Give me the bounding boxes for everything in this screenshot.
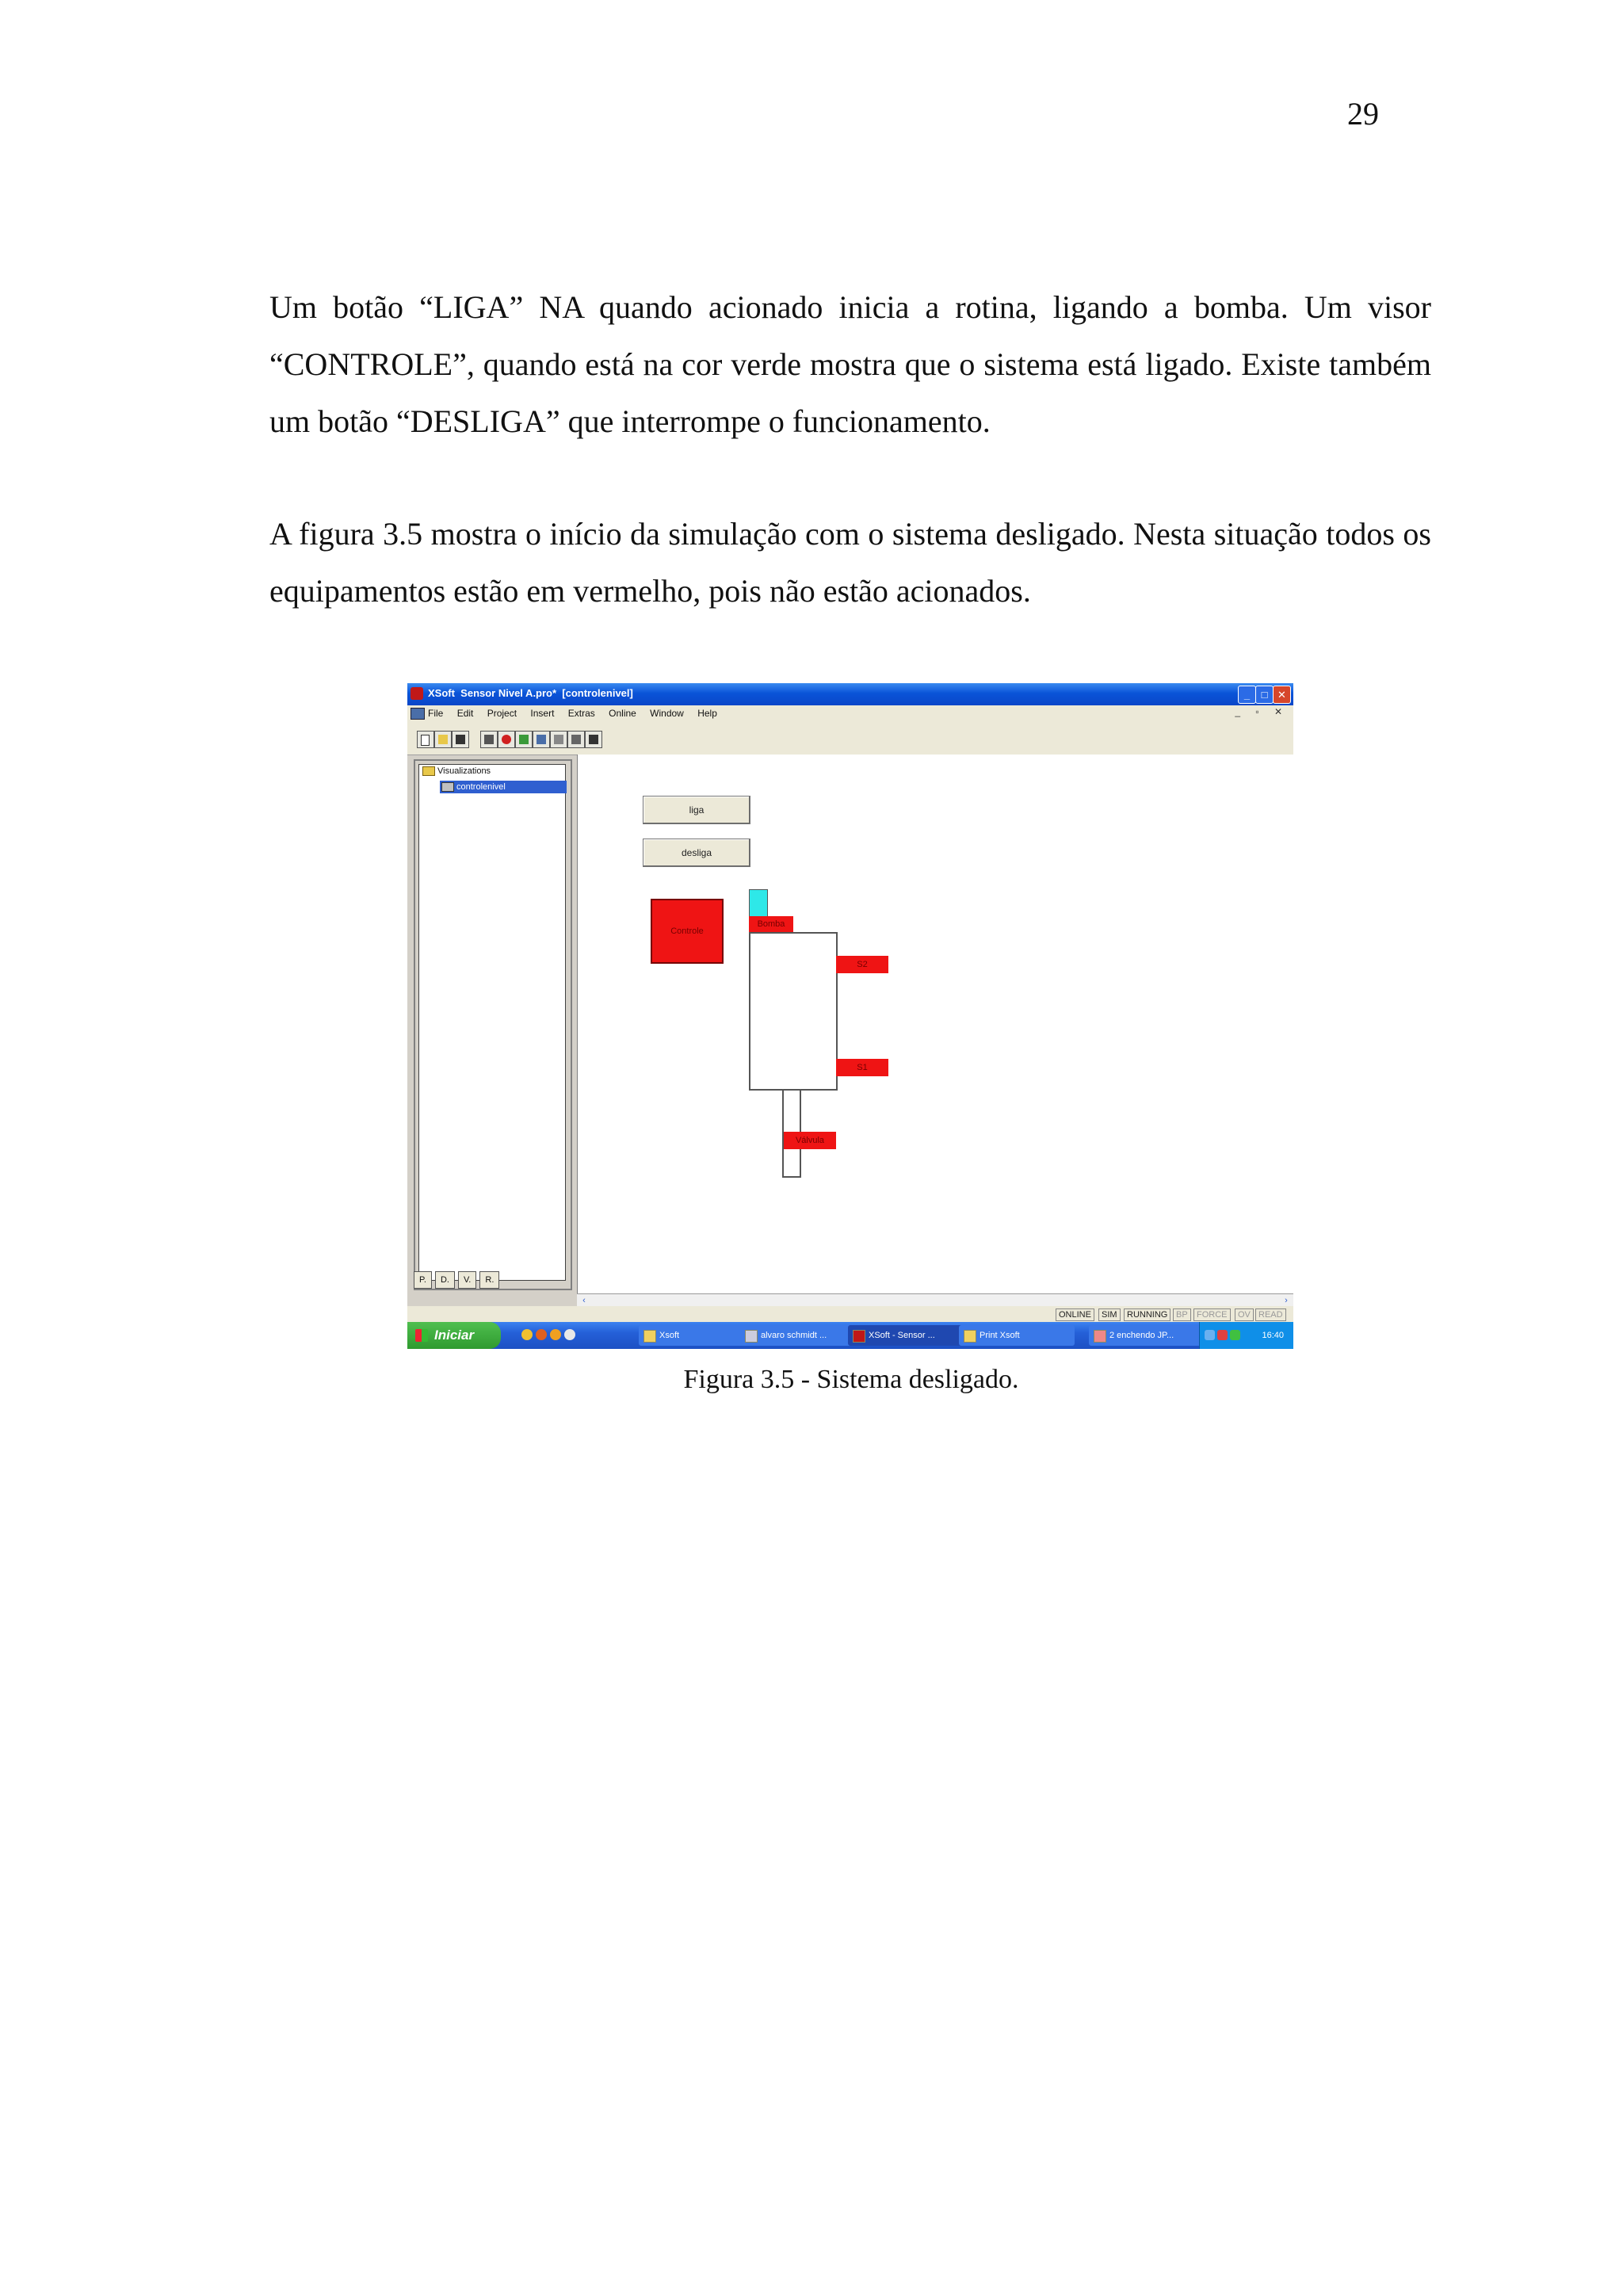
menu-file[interactable]: File: [428, 708, 444, 719]
desliga-button[interactable]: desliga: [643, 839, 750, 867]
mdi-window-controls[interactable]: _ ▫ ✕: [1235, 706, 1289, 717]
windows-taskbar: [407, 1322, 1293, 1349]
monitor-icon[interactable]: [585, 731, 602, 748]
task-print-xsoft[interactable]: Print Xsoft: [959, 1325, 1075, 1346]
valvula-indicator: Válvula: [784, 1132, 836, 1149]
status-force: FORCE: [1193, 1308, 1231, 1321]
xsoft-app-icon: [853, 1330, 865, 1343]
tab-resources[interactable]: R.: [479, 1271, 499, 1289]
document-icon[interactable]: [411, 708, 425, 720]
status-ov: OV: [1235, 1308, 1254, 1321]
menu-insert[interactable]: Insert: [530, 708, 555, 719]
page-number: 29: [1347, 96, 1379, 132]
visualization-canvas: [577, 755, 1293, 1293]
menu-project[interactable]: Project: [487, 708, 517, 719]
tray-network-icon[interactable]: [1205, 1330, 1215, 1340]
print-icon[interactable]: [567, 731, 585, 748]
new-file-icon[interactable]: [417, 731, 434, 748]
menu-help[interactable]: Help: [697, 708, 717, 719]
task-word-document[interactable]: alvaro schmidt ...: [740, 1325, 856, 1346]
word-icon: [745, 1330, 758, 1343]
save-icon[interactable]: [452, 731, 469, 748]
stop-icon[interactable]: [498, 731, 515, 748]
bomba-indicator: Bomba: [749, 916, 793, 932]
task-image-viewer[interactable]: 2 enchendo JP...: [1089, 1325, 1205, 1346]
folder-icon: [964, 1330, 976, 1343]
windows-flag-icon: [415, 1329, 428, 1342]
close-button[interactable]: ✕: [1273, 686, 1291, 704]
menu-edit[interactable]: Edit: [456, 708, 474, 719]
visualization-icon: [441, 782, 454, 792]
taskbar-clock: 16:40: [1262, 1331, 1284, 1340]
folder-icon: [643, 1330, 656, 1343]
visualization-tree: [418, 764, 566, 1281]
window-title: XSoft Sensor Nivel A.pro* [controlenivel]: [428, 687, 633, 699]
tank: [749, 932, 838, 1091]
liga-button[interactable]: liga: [643, 796, 750, 824]
task-xsoft-folder[interactable]: Xsoft: [639, 1325, 747, 1346]
compile-icon[interactable]: [480, 731, 498, 748]
paragraph-figure-intro: A figura 3.5 mostra o início da simulação com o sistema desligado. Nesta situação todos os equipamentos estão em vermelho, pois não estão acionados.: [269, 516, 1431, 609]
system-tray: [1199, 1322, 1293, 1349]
quicklaunch-firefox-icon[interactable]: [536, 1329, 547, 1340]
menu-window[interactable]: Window: [650, 708, 684, 719]
horizontal-scrollbar[interactable]: [577, 1293, 1293, 1307]
open-folder-icon[interactable]: [434, 731, 452, 748]
tab-visualizations[interactable]: V.: [458, 1271, 476, 1289]
maximize-button[interactable]: □: [1255, 686, 1274, 704]
minimize-button[interactable]: _: [1238, 686, 1256, 704]
tray-antivirus-icon[interactable]: [1230, 1330, 1240, 1340]
toolbar: [407, 721, 1293, 755]
start-button[interactable]: Iniciar: [407, 1322, 501, 1349]
quicklaunch-media-icon[interactable]: [550, 1329, 561, 1340]
online-icon[interactable]: [533, 731, 550, 748]
status-running: RUNNING: [1124, 1308, 1170, 1321]
panel-tabs: [414, 1271, 502, 1290]
inlet-pipe: [749, 889, 768, 918]
quicklaunch-ie-icon[interactable]: [521, 1329, 533, 1340]
folder-icon: [422, 766, 435, 776]
menu-extras[interactable]: Extras: [567, 708, 595, 719]
status-bar: [407, 1306, 1293, 1322]
status-bp: BP: [1173, 1308, 1191, 1321]
paragraph-buttons-description: Um botão “LIGA” NA quando acionado inicia a rotina, ligando a bomba. Um visor “CONTROLE”, quando está na cor verde mostra que o sistema está ligado. Existe também um botão “DESLIGA” que interrompe o funcionamento.: [269, 289, 1431, 439]
window-titlebar[interactable]: [407, 683, 1293, 705]
menu-online[interactable]: Online: [609, 708, 636, 719]
quicklaunch-desktop-icon[interactable]: [564, 1329, 575, 1340]
project-panel: [414, 759, 572, 1290]
xsoft-app-icon: [411, 687, 423, 700]
scroll-right-icon[interactable]: ›: [1285, 1296, 1288, 1305]
sensor-s1-indicator: S1: [836, 1059, 888, 1076]
scroll-left-icon[interactable]: ‹: [582, 1296, 586, 1305]
task-xsoft-sensor[interactable]: XSoft - Sensor ...: [848, 1325, 967, 1346]
figure-screenshot: [407, 683, 1293, 1349]
tree-item-controlenivel[interactable]: controlenivel: [440, 781, 567, 793]
tab-data-types[interactable]: D.: [435, 1271, 455, 1289]
tree-item-visualizations[interactable]: Visualizations: [422, 766, 491, 776]
controle-indicator: Controle: [651, 899, 724, 964]
status-sim: SIM: [1098, 1308, 1121, 1321]
figure-caption: Figura 3.5 - Sistema desligado.: [683, 1365, 1019, 1394]
status-read: READ: [1255, 1308, 1286, 1321]
tab-pous[interactable]: P.: [414, 1271, 432, 1289]
menu-bar: [407, 705, 1293, 721]
run-icon[interactable]: [515, 731, 533, 748]
sensor-s2-indicator: S2: [836, 956, 888, 973]
tray-security-icon[interactable]: [1217, 1330, 1228, 1340]
paint-icon: [1094, 1330, 1106, 1343]
download-icon[interactable]: [550, 731, 567, 748]
status-online: ONLINE: [1056, 1308, 1094, 1321]
